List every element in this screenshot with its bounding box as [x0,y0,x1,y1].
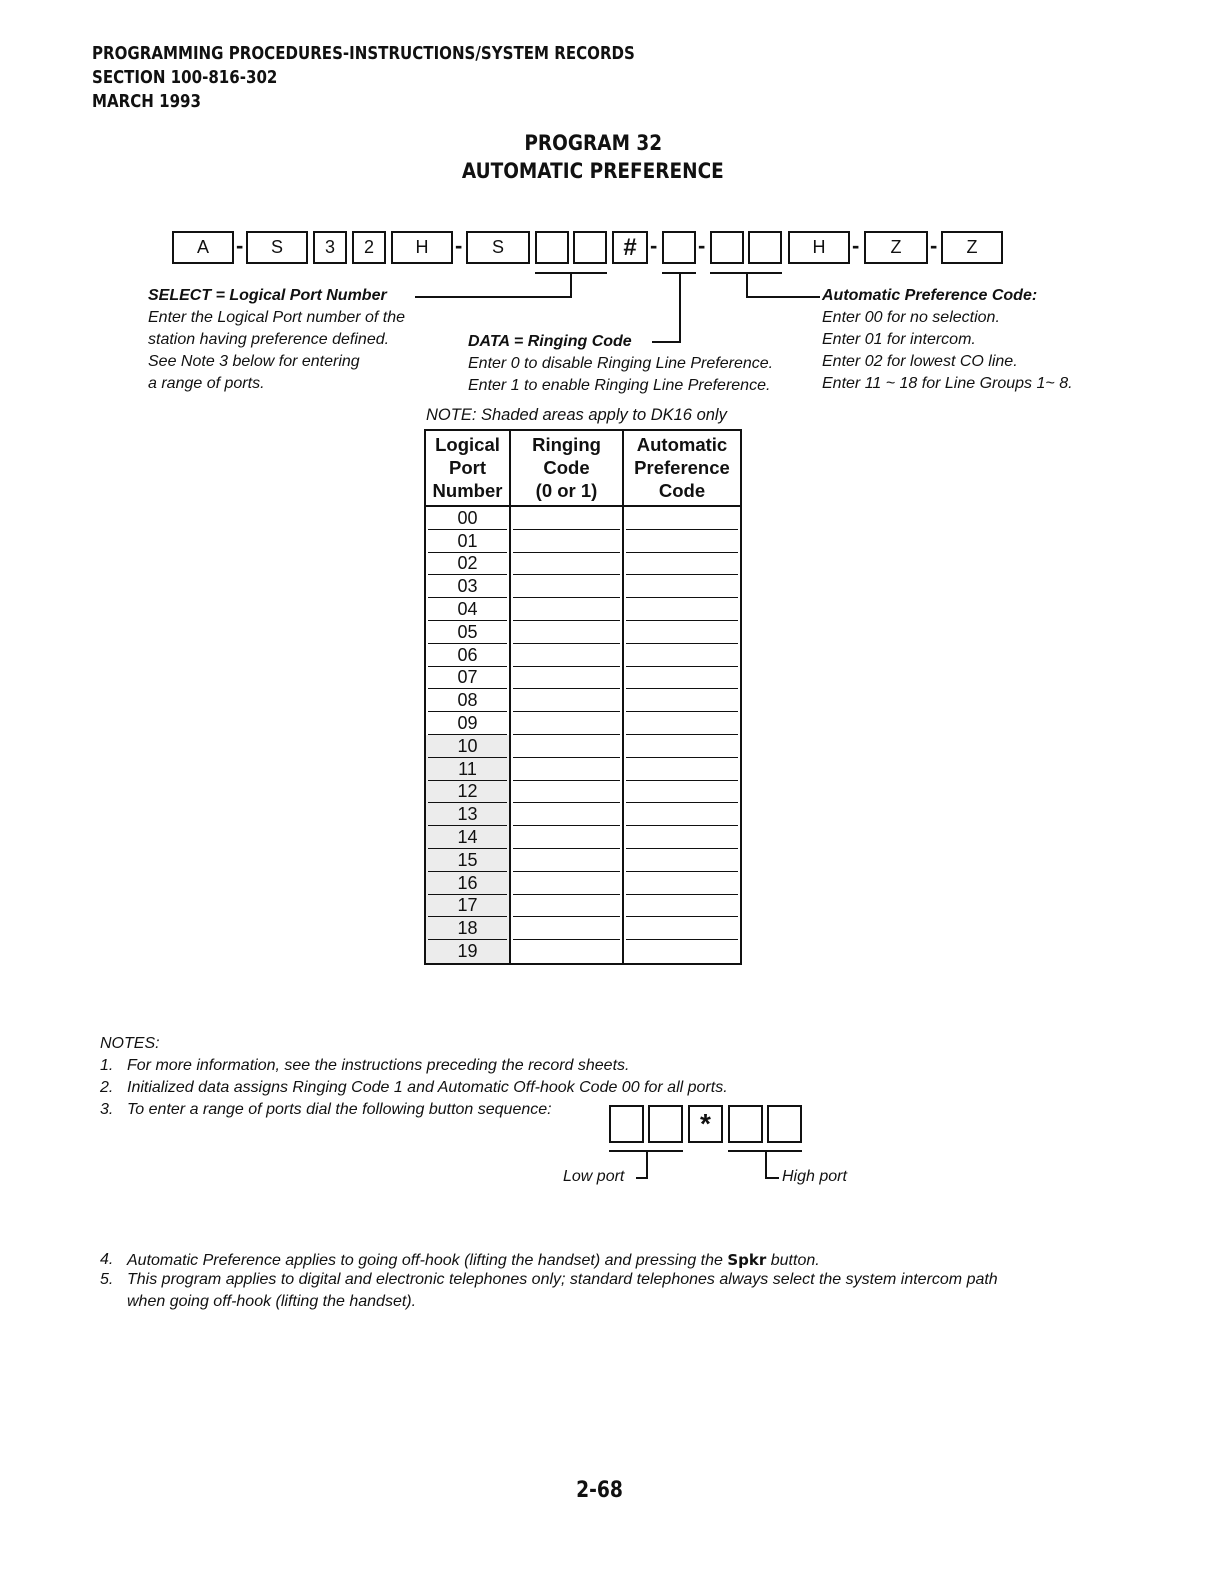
note-number: 2. [100,1079,114,1096]
table-row [425,667,741,690]
key-box: Z [941,231,1003,264]
port-number-cell: 08 [425,689,510,712]
pref-text-line: Enter 00 for no selection. [822,309,1000,326]
port-digit-box [573,231,607,264]
preference-code-cell[interactable] [623,803,741,826]
ringing-code-cell[interactable] [510,689,623,712]
port-number-cell: 14 [425,826,510,849]
pref-text-line: Enter 11 ~ 18 for Line Groups 1~ 8. [822,375,1073,392]
preference-code-cell[interactable] [623,575,741,598]
ringing-code-cell[interactable] [510,849,623,872]
sequence-dash: - [455,233,463,258]
ringing-code-cell[interactable] [510,917,623,940]
ringing-code-cell[interactable] [510,644,623,667]
select-text-line: See Note 3 below for entering [148,353,360,370]
high-port-label: High port [782,1168,847,1185]
table-header-row [425,430,741,506]
ringing-code-cell[interactable] [510,506,623,530]
note-number: 5. [100,1271,114,1288]
pref-text-line: Enter 02 for lowest CO line. [822,353,1018,370]
col-header-ringing: Ringing Code (0 or 1) [510,430,623,506]
header-line-3: MARCH 1993 [92,92,201,112]
preference-code-cell[interactable] [623,781,741,804]
table-row [425,575,741,598]
sequence-dash: - [236,233,244,258]
table-row [425,895,741,918]
table-row [425,781,741,804]
port-number-cell: 03 [425,575,510,598]
preference-code-cell[interactable] [623,506,741,530]
ringing-code-cell[interactable] [510,803,623,826]
port-number-cell: 07 [425,667,510,690]
col-header-preference: Automatic Preference Code [623,430,741,506]
star-key-box: * [688,1105,723,1143]
preference-code-cell[interactable] [623,530,741,553]
preference-code-cell[interactable] [623,758,741,781]
preference-code-cell[interactable] [623,940,741,964]
note-text: Initialized data assigns Ringing Code 1 and Automatic Off-hook Code 00 for all ports. [127,1079,728,1096]
sequence-dash: - [698,233,706,258]
key-box: 2 [352,231,386,264]
data-text-line: Enter 0 to disable Ringing Line Preference. [468,355,774,372]
notes-heading: NOTES: [100,1035,160,1052]
data-label: DATA = Ringing Code [468,333,632,350]
port-number-cell: 00 [425,506,510,530]
key-box: 3 [313,231,347,264]
header-line-1: PROGRAMMING PROCEDURES-INSTRUCTIONS/SYSTEM RECORDS [92,44,635,64]
program-name: AUTOMATIC PREFERENCE [462,159,724,183]
preference-code-cell[interactable] [623,553,741,576]
table-row [425,598,741,621]
port-number-cell: 01 [425,530,510,553]
low-port-label: Low port [563,1168,625,1185]
sequence-dash: - [852,233,860,258]
sequence-dash: - [930,233,938,258]
port-number-cell: 05 [425,621,510,644]
pref-digit-box [710,231,744,264]
key-box: Z [864,231,928,264]
pref-text-line: Enter 01 for intercom. [822,331,976,348]
spkr-key-label: Spkr [727,1251,767,1269]
ringing-code-cell[interactable] [510,598,623,621]
table-row [425,553,741,576]
note-text: This program applies to digital and electronic telephones only; standard telephones always select the system intercom path [127,1271,998,1288]
table-row [425,712,741,735]
port-digit-box [535,231,569,264]
table-row [425,506,741,530]
key-box: A [172,231,234,264]
ringing-code-cell[interactable] [510,530,623,553]
table-row [425,849,741,872]
pref-label: Automatic Preference Code: [822,287,1038,304]
preference-code-cell[interactable] [623,621,741,644]
port-number-cell: 15 [425,849,510,872]
header-line-2: SECTION 100-816-302 [92,68,278,88]
key-box: H [391,231,453,264]
table-row [425,621,741,644]
pound-key-box: # [612,231,648,264]
table-row [425,644,741,667]
ringing-code-cell[interactable] [510,575,623,598]
pref-digit-box [748,231,782,264]
key-box: S [466,231,530,264]
select-text-line: station having preference defined. [148,331,390,348]
low-port-box [609,1105,644,1143]
sequence-dash: - [650,233,658,258]
ringing-code-cell[interactable] [510,758,623,781]
port-number-cell: 13 [425,803,510,826]
preference-code-cell[interactable] [623,735,741,758]
key-box: S [246,231,308,264]
preference-code-cell[interactable] [623,598,741,621]
ringing-code-cell[interactable] [510,553,623,576]
ringing-code-cell[interactable] [510,895,623,918]
ringing-code-cell[interactable] [510,735,623,758]
key-box: H [788,231,850,264]
select-text-line: Enter the Logical Port number of the [148,309,406,326]
preference-code-cell[interactable] [623,849,741,872]
ringing-code-cell[interactable] [510,621,623,644]
table-row [425,530,741,553]
ringing-code-cell[interactable] [510,781,623,804]
preference-code-cell[interactable] [623,895,741,918]
high-port-box [767,1105,802,1143]
select-label: SELECT = Logical Port Number [148,287,387,304]
note-number: 3. [100,1101,114,1118]
port-number-cell: 18 [425,917,510,940]
table-row [425,917,741,940]
high-port-box [728,1105,763,1143]
low-port-box [648,1105,683,1143]
preference-code-cell[interactable] [623,872,741,895]
table-row [425,803,741,826]
ringing-code-cell[interactable] [510,712,623,735]
port-number-cell: 02 [425,553,510,576]
table-note: NOTE: Shaded areas apply to DK16 only [426,406,727,424]
ringing-code-cell[interactable] [510,940,623,964]
record-table [424,429,742,965]
preference-code-cell[interactable] [623,689,741,712]
preference-code-cell[interactable] [623,826,741,849]
port-number-cell: 12 [425,781,510,804]
table-row [425,826,741,849]
table-row [425,758,741,781]
note-text: when going off-hook (lifting the handset). [127,1293,417,1310]
note-text: For more information, see the instructions preceding the record sheets. [127,1057,630,1074]
note-number: 4. [100,1251,114,1268]
table-row [425,735,741,758]
ringing-code-cell[interactable] [510,667,623,690]
data-text-line: Enter 1 to enable Ringing Line Preference. [468,377,771,394]
note-number: 1. [100,1057,114,1074]
table-row [425,940,741,964]
ringing-code-box [662,231,696,264]
document-header [92,42,635,114]
preference-code-cell[interactable] [623,667,741,690]
table-row [425,689,741,712]
note-text: To enter a range of ports dial the following button sequence: [127,1101,552,1118]
note-text: Automatic Preference applies to going off-hook (lifting the handset) and pressing the Spkr button. [127,1251,820,1269]
port-number-cell: 11 [425,758,510,781]
port-number-cell: 09 [425,712,510,735]
select-text-line: a range of ports. [148,375,265,392]
ringing-code-cell[interactable] [510,826,623,849]
port-number-cell: 16 [425,872,510,895]
col-header-port: Logical Port Number [425,430,510,506]
page-number: 2-68 [576,1478,624,1503]
port-number-cell: 19 [425,940,510,964]
port-number-cell: 17 [425,895,510,918]
table-row [425,872,741,895]
port-number-cell: 06 [425,644,510,667]
ringing-code-cell[interactable] [510,872,623,895]
preference-code-cell[interactable] [623,917,741,940]
port-number-cell: 04 [425,598,510,621]
preference-code-cell[interactable] [623,712,741,735]
program-number: PROGRAM 32 [524,131,662,155]
port-number-cell: 10 [425,735,510,758]
preference-code-cell[interactable] [623,644,741,667]
